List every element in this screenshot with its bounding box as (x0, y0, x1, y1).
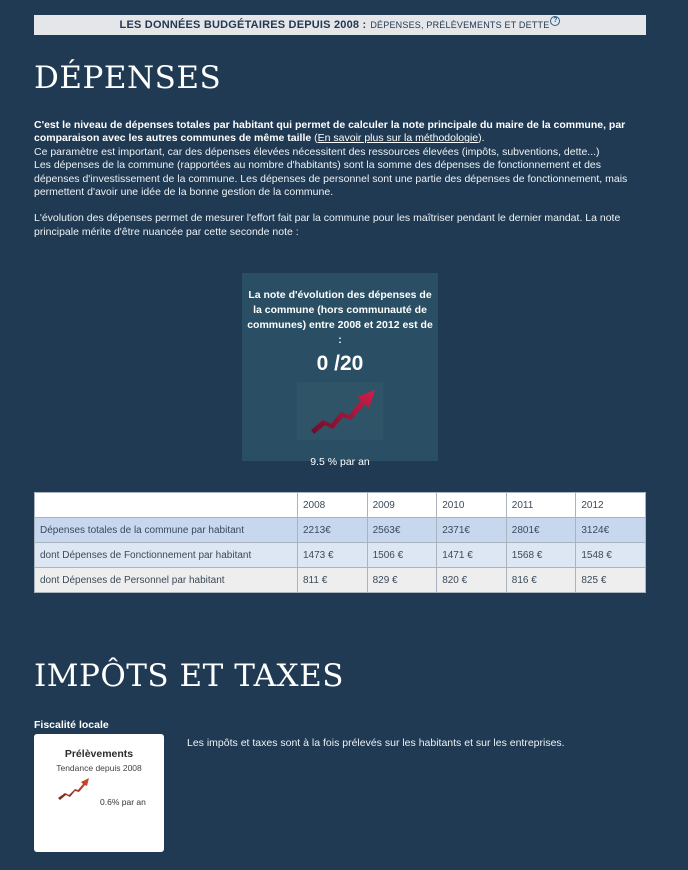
methodology-link[interactable]: En savoir plus sur la méthodologie (317, 132, 479, 145)
table-header-row (35, 493, 646, 518)
card-title: Prélèvements (64, 748, 134, 760)
intro-link-suffix: ). (478, 132, 485, 145)
table-header-empty (35, 493, 298, 518)
table-cell: 2213€ (298, 518, 368, 543)
banner-title: LES DONNÉES BUDGÉTAIRES DEPUIS 2008 : (119, 19, 367, 31)
help-icon[interactable]: ? (550, 16, 560, 26)
budget-table (34, 492, 646, 593)
table-cell: 1548 € (576, 543, 646, 568)
depenses-intro (34, 119, 648, 239)
impots-text: Les impôts et taxes sont à la fois prélevés sur les habitants et sur les entreprises. (187, 737, 565, 749)
intro-paragraph-1: Ce paramètre est important, car des dépenses élevées nécessitent des ressources élevées (impôts, subventions, dette...) (34, 145, 600, 158)
intro-paragraph-2: Les dépenses de la commune (rapportées au nombre d'habitants) sont la somme des dépenses de fonctionnement et des dépenses d'investissement de la commune. Les dépenses de personnel sont une partie des dépenses de fonctionnement, mais permettent d'avoir une idée de la bonne gestion de la commune. (34, 159, 628, 199)
card-rate: 0.6% par an (100, 797, 146, 807)
intro-paragraph-3: L'évolution des dépenses permet de mesurer l'effort fait par la commune pour les maîtriser pendant le dernier mandat. La note principale mérite d'être nuancée par cette seconde note : (34, 212, 621, 238)
fiscalite-title: Fiscalité locale (34, 719, 109, 731)
table-cell: 829 € (367, 568, 437, 593)
row-label: Dépenses totales de la commune par habitant (35, 518, 298, 543)
row-label: dont Dépenses de Personnel par habitant (35, 568, 298, 593)
trend-up-arrow-icon (56, 776, 92, 807)
table-cell: 1568 € (506, 543, 576, 568)
table-cell: 1506 € (367, 543, 437, 568)
table-cell: 3124€ (576, 518, 646, 543)
table-row (35, 543, 646, 568)
card-subtitle: Tendance depuis 2008 (56, 763, 142, 773)
table-cell: 811 € (298, 568, 368, 593)
intro-bold-text: C'est le niveau de dépenses totales par habitant qui permet de calculer la note principale du maire de la commune, par comparaison avec les autres communes de même taille (34, 119, 626, 145)
table-cell: 2371€ (437, 518, 507, 543)
table-header-year: 2011 (506, 493, 576, 518)
trend-up-arrow-icon (297, 382, 383, 440)
table-cell: 825 € (576, 568, 646, 593)
note-score: 0 /20 (316, 352, 364, 375)
table-header-year: 2009 (367, 493, 437, 518)
table-cell: 1473 € (298, 543, 368, 568)
table-header-year: 2008 (298, 493, 368, 518)
table-row (35, 518, 646, 543)
table-cell: 820 € (437, 568, 507, 593)
note-rate: 9.5 % par an (310, 456, 370, 468)
table-cell: 816 € (506, 568, 576, 593)
prelevements-card[interactable] (34, 734, 164, 852)
table-row (35, 568, 646, 593)
note-label: La note d'évolution des dépenses de la commune (hors communauté de communes) entre 2008 et 2012 est de : (247, 289, 433, 346)
intro-paragraph: C'est le niveau de dépenses totales par habitant qui permet de calculer la note principale du maire de la commune, par comparaison avec les autres communes de même taille (En savoir plus sur la méthodologie). (34, 119, 626, 145)
depenses-heading: DÉPENSES (34, 60, 222, 96)
row-label: dont Dépenses de Fonctionnement par habitant (35, 543, 298, 568)
impots-heading: IMPÔTS ET TAXES (34, 658, 344, 694)
evolution-note-box (242, 273, 438, 468)
section-banner (34, 15, 646, 35)
table-header-year: 2010 (437, 493, 507, 518)
table-header-year: 2012 (576, 493, 646, 518)
table-cell: 1471 € (437, 543, 507, 568)
table-cell: 2563€ (367, 518, 437, 543)
banner-subtitle: DÉPENSES, PRÉLÈVEMENTS ET DETTE (370, 20, 550, 30)
table-cell: 2801€ (506, 518, 576, 543)
